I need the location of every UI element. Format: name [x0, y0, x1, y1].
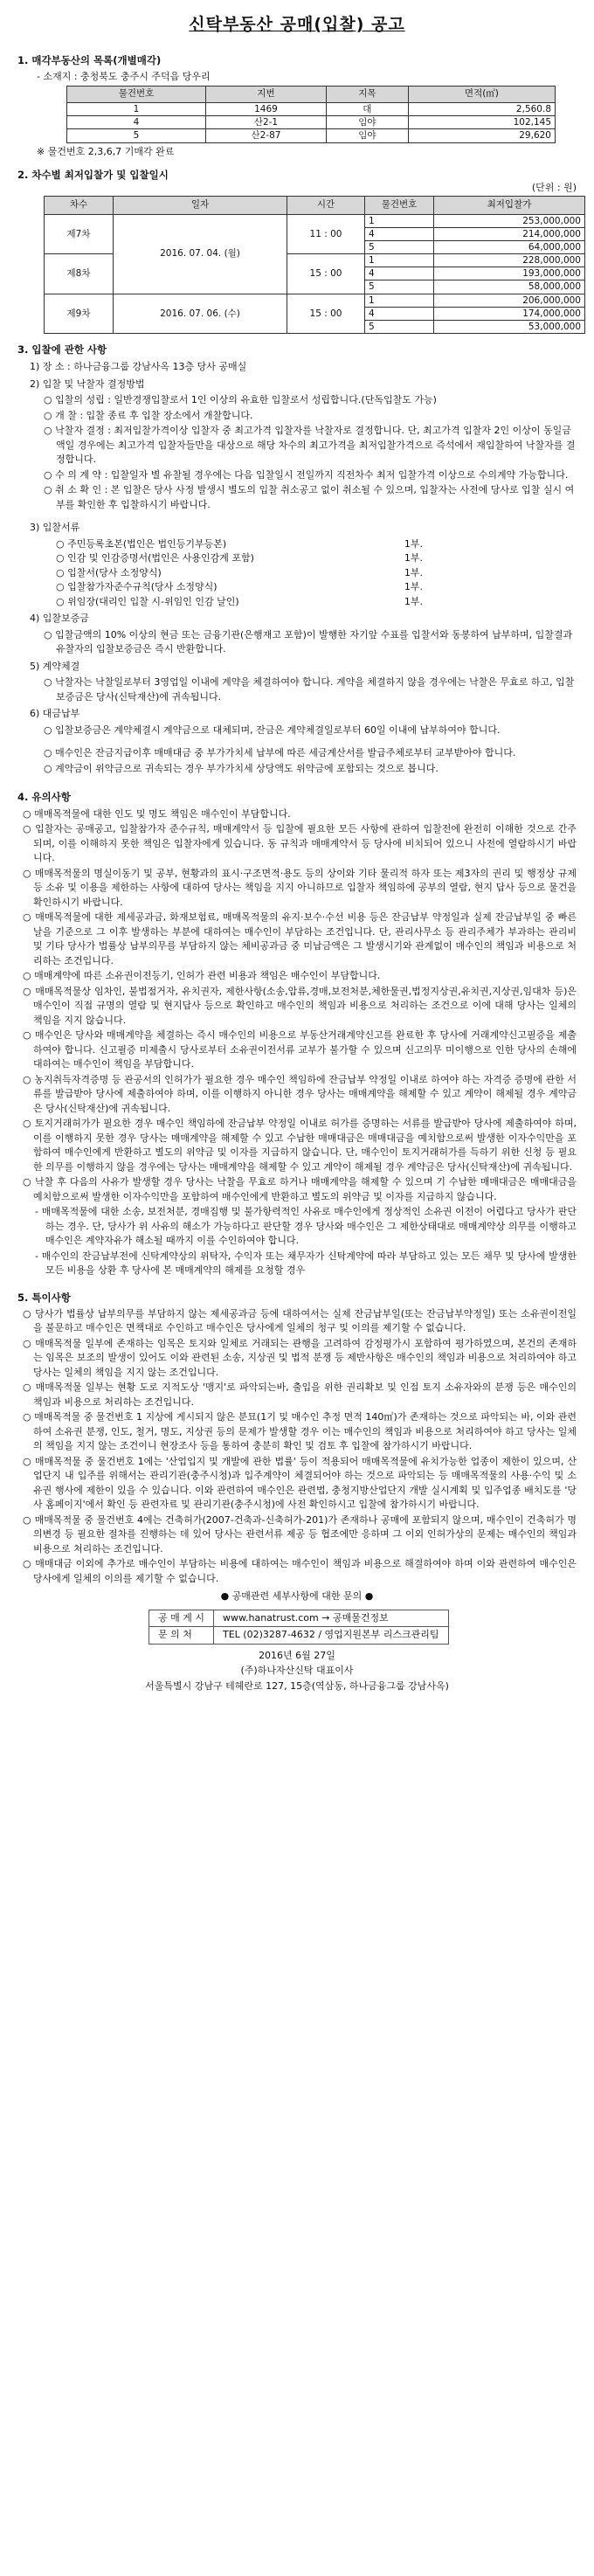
table-header: 지번 — [206, 87, 327, 103]
subheading: 2) 입찰 및 낙찰자 결정방법 — [30, 377, 145, 390]
time-cell: 15 : 00 — [287, 254, 365, 294]
rule-item: ○ 계약금이 위약금으로 귀속되는 경우 부가가치세 상당액도 위약금에 포함되는 것으로 봅니다. — [44, 762, 439, 774]
note-item: ○ 매매목적물의 명실이동기 및 공부, 현황과의 표시·구조면적·용도 등의 상이와 기타 물리적 하자 또는 제3자의 권리 및 행정상 규제 등 소유 및 이용을 제한하는 사항에 대하여 당사는 책임을 지지 아니하므로 입찰자 책임하에 공부의 열람, 현지 답사 등으로 물건을 확인하시기 바랍니다. — [23, 867, 577, 908]
location-text: - 소재지 : 충청북도 충주시 주덕읍 당우리 — [37, 70, 211, 82]
subheading: 4) 입찰보증금 — [30, 613, 89, 625]
table-row — [67, 103, 556, 116]
contact-table — [148, 1610, 449, 1645]
subheading: 6) 대금납부 — [30, 708, 80, 720]
contact-label: 공 매 게 시 — [149, 1610, 214, 1627]
price-cell: 214,000,000 — [434, 227, 585, 240]
rule-item: ○ 낙찰자 결정 : 최저입찰가격이상 입찰자 중 최고가격 입찰자를 낙찰자로 결정합니다. 단, 최고가격 입찰자 2인 이상이 동일금액일 경우에는 최고가격 입찰자들만을 대상으로 해당 차수의 최고가격을 최저입찰가격으로 즉석에서 재입찰하여 낙찰자를 결정합니다. — [44, 425, 576, 466]
inquiry-heading: ● 공매관련 세부사항에 대한 문의 ● — [220, 1590, 374, 1603]
table-row — [149, 1610, 449, 1627]
item-cell: 4 — [365, 267, 434, 280]
property-table — [66, 86, 556, 142]
price-cell: 53,000,000 — [434, 320, 585, 333]
table-cell: 임야 — [326, 129, 408, 142]
item-cell: 1 — [365, 214, 434, 227]
contact-label: 문 의 처 — [149, 1627, 214, 1645]
note-item: ○ 매매목적물에 대한 인도 및 명도 책임은 매수인이 부담합니다. — [23, 807, 291, 820]
item-cell: 1 — [365, 254, 434, 267]
section-cautions — [17, 790, 577, 1278]
note-item: ○ 매매목적물상 임차인, 불법점거자, 유치권자, 제한사항(소송,압류,경매,보전처분,체한물권,법정지상권,유치권,지상권,임대차 등)은 매수인이 직접 규명의 열람 및 현지답사 등으로 확인하고 매수인의 책임과 비용으로 처리하는 조건으로 이에 대해 당사는 일체의 책임을 지지 않습니다. — [23, 985, 577, 1026]
time-cell: 11 : 00 — [287, 214, 365, 254]
note-item: ○ 매매목적물에 대한 제세공과금, 화재보험료, 매매목적물의 유지·보수·수선 비용 등은 잔금납부 약정일과 실제 잔금납부일 중 빠른 날을 기준으로 그 이후 발생하는 부분에 대하여는 매수인이 부담하는 조건입니다. 단, 관리사무소 등 관리주체가 부과하는 관리비 및 기타 당사가 법률상 납부의무를 부담하지 않는 체비공과금 중 미납금액은 그 발생시기와 관계없이 매수인의 책임과 비용으로 처리하는 조건입니다. — [23, 911, 577, 966]
unit-label: (단위 : 원) — [531, 182, 577, 194]
table-header: 면적(㎡) — [408, 87, 555, 103]
price-cell: 174,000,000 — [434, 307, 585, 320]
contact-value: TEL (02)3287-4632 / 영업지원본부 리스크관리팀 — [214, 1627, 449, 1645]
table-cell: 102,145 — [408, 116, 555, 129]
table-cell: 2,560.8 — [408, 103, 555, 116]
note-item: ○ 매매목적물 일부는 현황 도로 지적도상 '맹지'로 파악되는바, 출입을 위한 권리확보 및 인접 토지 소유자와의 분쟁 등은 매수인의 책임과 비용으로 처리하는 조건입니다. — [23, 1381, 577, 1408]
item-cell: 5 — [365, 240, 434, 253]
footer-address: 서울특별시 강남구 테헤란로 127, 15층(역삼동, 하나금융그룹 강남사옥) — [145, 1680, 449, 1692]
rule-item: ○ 수 의 계 약 : 입찰일자 별 유찰될 경우에는 다음 입찰일시 전일까지 직전차수 최저 입찰가격 이상으로 수의계약 가능합니다. — [44, 468, 569, 481]
table-cell: 29,620 — [408, 129, 555, 142]
time-cell: 15 : 00 — [287, 294, 365, 334]
note-subitem: - 매수인의 잔금납부전에 신탁계약상의 위탁자, 수익자 또는 채무자가 신탁계약에 따라 부담하고 있는 모든 채무 및 당사에 발생한 모든 비용을 상환 후 당사에 본 매매계약의 해제를 요청할 경우 — [35, 1250, 577, 1277]
table-header: 최저입찰가 — [434, 196, 585, 214]
section-heading: 3. 입찰에 관한 사항 — [17, 343, 107, 357]
table-cell: 대 — [326, 103, 408, 116]
place-text: 1) 장 소 : 하나금융그룹 강남사옥 13층 당사 공매실 — [30, 361, 247, 373]
rule-item: ○ 매수인은 잔금지급이후 매매대금 중 부가가치세 납부에 따른 세금계산서를 발급주체로부터 교부받아야 합니다. — [44, 747, 516, 759]
note-subitem: - 매매목적물에 대한 소송, 보전처분, 경매집행 및 불가항력적인 사유로 매수인에게 정상적인 소유권 이전이 어렵다고 당사가 판단하는 경우. 단, 당사가 위 사유의 해소가 가능하다고 판단할 경우 당사와 매수인은 그 제한상태대로 매매계약상 의무를 이행하고 매수인은 계약자유가 해소될 때까지 이를 수인하여야 합니다. — [35, 1206, 577, 1247]
table-row — [67, 129, 556, 142]
table-header: 시간 — [287, 196, 365, 214]
date-cell: 2016. 07. 06. (수) — [114, 294, 287, 334]
note-item: ○ 낙찰 후 다음의 사유가 발생할 경우 당사는 낙찰을 무효로 하거나 매매계약을 해제할 수 있으며 기 수납한 매매대금은 매매대금을 예치함으로써 발생한 이자수익만을 포함하여 매수인에게 반환하고 별도의 위약금 및 이자를 지급하지 않습니다. — [23, 1176, 577, 1202]
table-cell: 4 — [67, 116, 206, 129]
price-cell: 64,000,000 — [434, 240, 585, 253]
note-item: ○ 매매목적물 중 물건번호 1 지상에 게시되지 않은 분묘(1기 및 매수인 추정 면적 140㎡)가 존재하는 것으로 파악되는 바, 이와 관련하여 소유권 분쟁, 인도, 철거, 명도, 지상권 등의 문제가 발생할 경우 이는 매수인의 책임과 비용으로 처리하여야 하고 당사는 일체의 책임을 지지 않는 조건이니 현장조사 등을 통하여 충분히 확인 및 검토 후 입찰에 참가하시기 바랍니다. — [23, 1411, 577, 1452]
table-cell: 5 — [67, 129, 206, 142]
rule-item: ○ 개 찰 : 입찰 종료 후 입찰 장소에서 개찰합니다. — [44, 409, 253, 421]
list-item: ○ 입찰참가자준수규칙(당사 소정양식) 1부. — [56, 581, 423, 593]
list-item: ○ 주민등록초본(법인은 법인등기부등본) 1부. — [56, 537, 423, 550]
list-item: ○ 인감 및 인감증명서(법인은 사용인감계 포함) 1부. — [56, 552, 423, 564]
list-item: ○ 입찰서(당사 소정양식) 1부. — [56, 566, 423, 578]
round-cell: 제8차 — [45, 254, 114, 294]
note-item: ○ 매수인은 당사와 매매계약을 체결하는 즉시 매수인의 비용으로 부동산거래계약신고를 완료한 후 당사에 거래계약신고필증을 제출하여야 합니다. 신고필증 미제출시 당사로부터 소유권이전서류 교부가 불가할 수 있으며 신고의무 미이행으로 인한 당사의 손해에 대하여는 매수인이 책임을 부담합니다. — [23, 1029, 577, 1070]
price-cell: 193,000,000 — [434, 267, 585, 280]
list-item: ○ 위임장(대리인 입찰 시-위임인 인감 날인) 1부. — [56, 595, 423, 607]
footer-date: 2016년 6월 27일 — [259, 1649, 335, 1661]
footer — [0, 1648, 594, 1694]
price-cell: 228,000,000 — [434, 254, 585, 267]
table-cell: 산2-1 — [206, 116, 327, 129]
round-cell: 제9차 — [45, 294, 114, 334]
item-cell: 1 — [365, 294, 434, 307]
rule-item: ○ 입찰금액의 10% 이상의 현금 또는 금융기관(은행재고 포함)이 발행한 자기앞 수표를 입찰서와 동봉하여 납부하며, 입찰결과 유찰자의 입찰보증금은 즉시 반환합니다. — [44, 628, 573, 655]
section-heading: 5. 특이사항 — [17, 1291, 71, 1304]
price-cell: 253,000,000 — [434, 214, 585, 227]
section-property-list — [17, 53, 577, 160]
table-cell: 임야 — [326, 116, 408, 129]
price-cell: 58,000,000 — [434, 280, 585, 294]
table-header: 지목 — [326, 87, 408, 103]
subheading: 5) 계약체결 — [30, 660, 80, 672]
docs-list — [56, 537, 577, 610]
sold-note: ※ 물건번호 2,3,6,7 기매각 완료 — [37, 145, 175, 157]
note-item: ○ 당사가 법률상 납부의무를 부담하지 않는 제세공과금 등에 대하여서는 실제 잔금납부일(또는 잔금납부약정일) 또는 소유권이전일을 불문하고 매수인은 면책대로 수인하고 매수인은 당사에게 일체의 청구 및 이의를 제기할 수 없습니다. — [23, 1307, 577, 1334]
table-cell: 1 — [67, 103, 206, 116]
section-heading: 1. 매각부동산의 목록(개별매각) — [17, 53, 162, 66]
footer-company: (주)하나자산신탁 대표이사 — [240, 1665, 354, 1677]
note-item: ○ 농지취득자격증명 등 관공서의 인허가가 필요한 경우 매수인 책임하에 잔금납부 약정일 이내로 하여야 하는 자격증 증명에 관한 서류를 발급받아 당사에 제출하여야 하며, 이를 이행하지 아니한 경우 당사는 매매계약을 해제할 수 있고 계약이 해제될 경우 계약금은 당사(신탁재산)에 귀속됩니다. — [23, 1073, 577, 1114]
note-item: ○ 매매계약에 따른 소유권이전등기, 인허가 관련 비용과 책임은 매수인이 부담합니다. — [23, 970, 381, 982]
item-cell: 5 — [365, 280, 434, 294]
page-title: 신탁부동산 공매(입찰) 공고 — [189, 15, 405, 34]
table-header: 물건번호 — [365, 196, 434, 214]
table-row — [45, 294, 585, 307]
table-row — [45, 214, 585, 227]
note-item: ○ 매매목적물 일부에 존재하는 임목은 토지와 일체로 거래되는 관행을 고려하여 감정평가시 포함하여 평가하였으며, 본건의 존재하는 임목은 보조의 발생이 있어도 이와 관련된 소송, 지상권 및 법적 분쟁 등 제반사항은 매수인의 책임과 비용으로 처리하여야 하고 당사는 일체의 책임을 지지 않는 조건입니다. — [23, 1337, 577, 1378]
item-cell: 4 — [365, 307, 434, 320]
date-cell: 2016. 07. 04. (월) — [114, 214, 287, 294]
section-bid-schedule — [17, 168, 581, 334]
round-cell: 제7차 — [45, 214, 114, 254]
table-row — [149, 1627, 449, 1645]
rule-item: ○ 입찰의 성립 : 일반경쟁입찰로서 1인 이상의 유효한 입찰로서 성립합니다.(단독입찰도 가능) — [44, 394, 437, 406]
table-header: 차수 — [45, 196, 114, 214]
table-header: 물건번호 — [67, 87, 206, 103]
schedule-table — [44, 196, 585, 334]
table-row — [67, 116, 556, 129]
rule-item: ○ 낙찰자는 낙찰일로부터 3영업일 이내에 계약을 체결하여야 합니다. 계약을 체결하지 않을 경우에는 낙찰은 무효로 하고, 입찰보증금은 당사(신탁재산)에 귀속됩니다. — [44, 676, 575, 703]
section-special — [17, 1291, 577, 1604]
section-heading: 4. 유의사항 — [17, 791, 71, 804]
table-cell: 1469 — [206, 103, 327, 116]
note-item: ○ 매매대금 이외에 추가로 매수인이 부담하는 비용에 대하여는 매수인이 책임과 비용으로 해결하여야 하며 이와 관련하여 매수인은 당사에게 일체의 이의를 제기할 수 없습니다. — [23, 1558, 577, 1584]
table-cell: 산2-87 — [206, 129, 327, 142]
item-cell: 5 — [365, 320, 434, 333]
note-item: ○ 매매목적물 중 물건번호 1에는 '산업입지 및 개발에 관한 법률' 등이 적용되어 매매목적물에 유치가능한 업종이 제한이 있으며, 산업단지 내 입주를 위해서는 관리기관(충주시청)과 입주계약이 체결되어야 하는 것으로 파악되는 등 매매목적물의 사용·수익 및 소유권 행사에 제한이 있을 수 있습니다. 이와 관련하여 매수인은 관련법, 충청지방산업단지 개발 실시계획 및 입주업종 배치도를 '당사 홈페이지'에서 확인 등 관련자료 및 관리기관(충주시청)에 사전 확인하시고 입찰에 참가하시기 바랍니다. — [23, 1455, 577, 1511]
item-cell: 4 — [365, 227, 434, 240]
section-heading: 2. 차수별 최저입찰가 및 입찰일시 — [17, 169, 169, 182]
price-cell: 206,000,000 — [434, 294, 585, 307]
rule-item: ○ 입찰보증금은 계약체결시 계약금으로 대체되며, 잔금은 계약체결일로부터 60일 이내에 납부하여야 합니다. — [44, 724, 501, 736]
subheading: 3) 입찰서류 — [30, 522, 80, 534]
table-header: 일자 — [114, 196, 287, 214]
rule-item: ○ 취 소 확 인 : 본 입찰은 당사 사정 발생시 별도의 입찰 취소공고 없이 취소될 수 있으며, 입찰자는 사전에 당사로 입찰 실시 여부를 확인한 후 입찰하시기 바랍니다. — [44, 484, 575, 510]
note-item: ○ 토지거래허가가 필요한 경우 매수인 책임하에 잔금납부 약정일 이내로 허가를 증명하는 서류를 발급받아 당사에 제출하여야 하며, 이를 이행하지 못한 경우 당사는 매매계약을 해제할 수 있고 수납한 매매대금은 매매대금을 예치함으로써 발생한 이자수익만을 포함하여 매수인에게 반환하고 별도의 위약금 및 이자를 지급하지 않습니다. 단, 매수인이 토지거래허가를 득하기 위한 신청 등 필요한 의무를 이행하지 않을 경우에는 당사는 매매계약을 해제할 수 있고 계약이 해제될 경우 계약금은 당사(신탁재산)에 귀속됩니다. — [23, 1118, 577, 1173]
note-item: ○ 매매목적물 중 물건번호 4에는 건축허가(2007-건축과-신축허가-201)가 존재하나 공매에 포함되지 않으며, 매수인이 건축허가 명의변경 등 필요한 절차를 진행하는 데 있어 당사는 관련서류 제공 등 협조에만 응하며 그 이외 인허가상의 문제는 매수인의 책임과 비용으로 처리하는 조건입니다. — [23, 1513, 577, 1555]
section-bid-rules — [17, 343, 577, 776]
contact-link[interactable]: www.hanatrust.com → 공매물건정보 — [214, 1610, 449, 1627]
note-item: ○ 입찰자는 공매공고, 입찰참가자 준수규칙, 매매계약서 등 입찰에 필요한 모든 사항에 관하여 입찰전에 완전히 이해한 것으로 간주되며, 이를 이해하지 못한 책임은 입찰자에게 있습니다. 동 규칙과 매매계약서 등 당사에 비치되어 있으니 사전에 열람하시기 바랍니다. — [23, 823, 577, 864]
